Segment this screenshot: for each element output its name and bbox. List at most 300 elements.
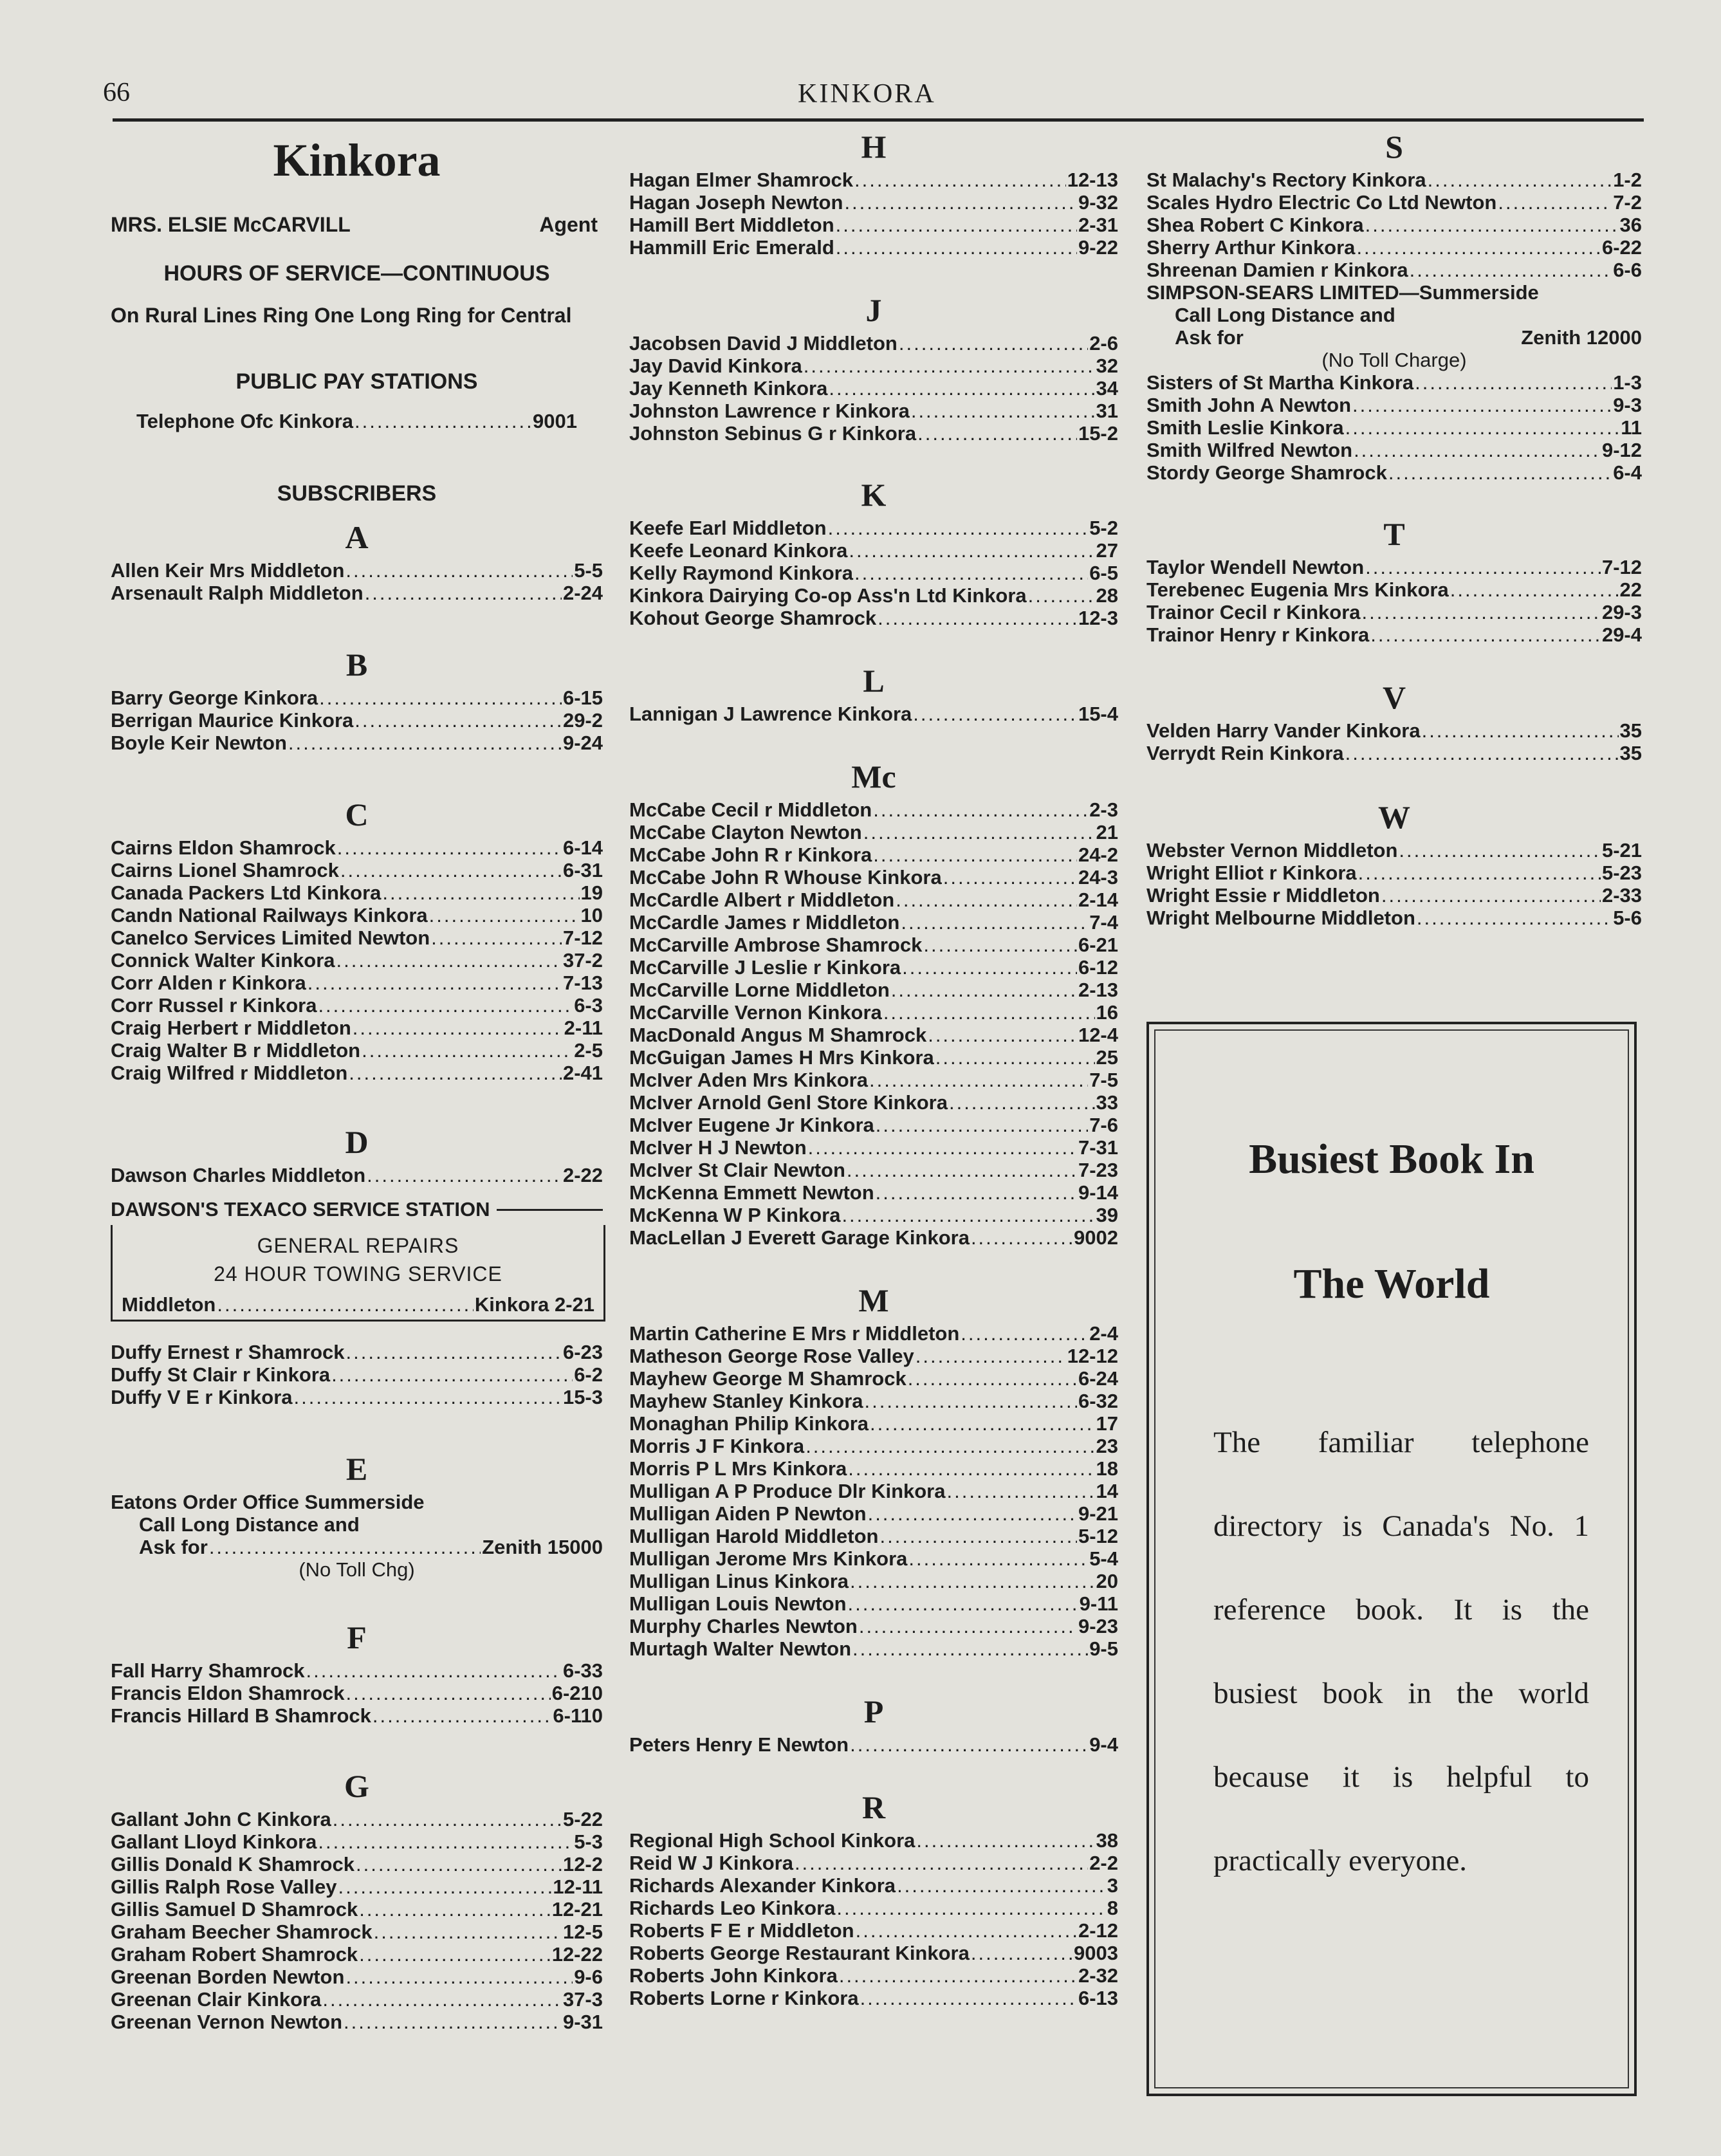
section-letter-v: V	[1382, 679, 1406, 715]
section-letter-m: M	[858, 1282, 889, 1318]
page-number: 66	[103, 78, 130, 107]
entry-name: McCarville Lorne Middleton	[629, 979, 890, 1001]
column-3	[1146, 129, 1642, 929]
section-l-list	[629, 703, 1118, 725]
entry-name: Mulligan Louis Newton	[629, 1592, 847, 1615]
directory-entry	[629, 400, 1118, 422]
directory-entry	[111, 972, 603, 994]
entry-phone: 12-13	[1067, 169, 1118, 191]
directory-entry	[1146, 556, 1642, 578]
entry-phone: 6-4	[1613, 461, 1642, 484]
entry-phone: 31	[1096, 400, 1118, 422]
entry-phone: 2-12	[1078, 1919, 1118, 1942]
eatons-name: Eatons Order Office Summerside	[111, 1491, 425, 1513]
entry-name: Roberts Lorne r Kinkora	[629, 1987, 859, 2009]
section-letter-t: T	[1383, 516, 1405, 552]
directory-entry	[1146, 861, 1642, 884]
entry-name: Regional High School Kinkora	[629, 1829, 916, 1852]
entry-phone: 9-32	[1078, 191, 1118, 214]
directory-entry	[111, 1341, 603, 1363]
entry-phone: 15-3	[562, 1386, 603, 1408]
directory-entry	[629, 1919, 1118, 1942]
directory-entry	[629, 1637, 1118, 1660]
entry-name: Craig Wilfred r Middleton	[111, 1062, 348, 1084]
entry-name: Jay Kenneth Kinkora	[629, 377, 828, 400]
directory-entry	[629, 1136, 1118, 1159]
entry-phone: 9-4	[1089, 1733, 1118, 1756]
dawson-line1: GENERAL REPAIRS	[257, 1234, 459, 1257]
directory-entry	[1146, 884, 1642, 907]
entry-phone: 5-6	[1613, 907, 1642, 929]
directory-entry	[629, 1345, 1118, 1367]
simpson-phone: Zenith 12000	[1521, 326, 1642, 349]
entry-name: Barry George Kinkora	[111, 686, 318, 709]
entry-phone: 9001	[533, 410, 577, 432]
directory-entry	[111, 1808, 603, 1830]
directory-entry	[629, 934, 1118, 956]
directory-entry	[629, 191, 1118, 214]
entry-name: Graham Beecher Shamrock	[111, 1921, 373, 1943]
entry-phone: 7-23	[1078, 1159, 1118, 1181]
entry-name: McIver St Clair Newton	[629, 1159, 845, 1181]
directory-entry	[629, 1204, 1118, 1226]
directory-entry	[629, 1412, 1118, 1435]
entry-phone: 2-24	[562, 582, 603, 604]
entry-phone: 12-21	[551, 1898, 603, 1921]
section-letter-d: D	[345, 1124, 369, 1160]
dawson-title-row	[111, 1198, 603, 1221]
entry-phone: 29-4	[1601, 623, 1642, 646]
busiest-book-advert	[1146, 1022, 1637, 2096]
entry-phone: 25	[1096, 1046, 1118, 1069]
agent-name: MRS. ELSIE McCARVILL	[111, 213, 351, 236]
entry-phone: 35	[1619, 742, 1642, 764]
entry-phone: 5-5	[574, 559, 603, 582]
entry-phone: 33	[1096, 1091, 1118, 1114]
entry-phone: 5-4	[1089, 1547, 1118, 1570]
entry-phone: 9003	[1074, 1942, 1118, 1964]
entry-phone: 29-3	[1601, 601, 1642, 623]
section-letter-p: P	[863, 1693, 884, 1729]
ring-note: On Rural Lines Ring One Long Ring for Central	[111, 304, 572, 327]
entry-phone: 37-3	[562, 1988, 603, 2011]
entry-phone: 17	[1096, 1412, 1118, 1435]
entry-name: St Malachy's Rectory Kinkora	[1146, 169, 1426, 191]
entry-phone: 38	[1096, 1829, 1118, 1852]
entry-name: Greenan Clair Kinkora	[111, 1988, 322, 2011]
section-v-list	[1146, 719, 1642, 764]
directory-entry	[111, 709, 603, 732]
entry-phone: 12-22	[551, 1943, 603, 1966]
directory-entry	[111, 1363, 603, 1386]
entry-name: Hammill Eric Emerald	[629, 236, 834, 259]
entry-name: Wright Melbourne Middleton	[1146, 907, 1415, 929]
entry-name: Cairns Eldon Shamrock	[111, 836, 336, 859]
entry-phone: 6-32	[1078, 1390, 1118, 1412]
directory-entry	[111, 1830, 603, 1853]
entry-phone: 12-11	[553, 1875, 603, 1898]
entry-name: McCabe Cecil r Middleton	[629, 798, 872, 821]
entry-name: Dawson Charles Middleton	[111, 1164, 366, 1186]
entry-name: Johnston Lawrence r Kinkora	[629, 400, 910, 422]
entry-name: Mulligan Linus Kinkora	[629, 1570, 849, 1592]
entry-name: Boyle Keir Newton	[111, 732, 287, 754]
entry-name: Wright Elliot r Kinkora	[1146, 861, 1357, 884]
directory-entry	[1146, 623, 1642, 646]
entry-phone: 6-2	[574, 1363, 603, 1386]
entry-name: Duffy V E r Kinkora	[111, 1386, 293, 1408]
entry-name: Jacobsen David J Middleton	[629, 332, 897, 355]
eatons-phone: Zenith 15000	[482, 1536, 603, 1558]
directory-entry	[111, 1164, 603, 1186]
directory-entry	[629, 332, 1118, 355]
directory-entry	[111, 582, 603, 604]
entry-name: Kelly Raymond Kinkora	[629, 562, 853, 584]
entry-name: Sherry Arthur Kinkora	[1146, 236, 1356, 259]
directory-entry	[629, 956, 1118, 979]
eatons-ask-row	[111, 1536, 603, 1558]
directory-entry	[111, 926, 603, 949]
entry-phone: 5-3	[574, 1830, 603, 1853]
section-letter-g: G	[344, 1768, 369, 1804]
section-letter-e: E	[345, 1451, 368, 1487]
entry-name: McCardle James r Middleton	[629, 911, 900, 934]
section-r-list	[629, 1829, 1118, 2009]
entry-phone: 12-5	[562, 1921, 603, 1943]
entry-phone: 9-22	[1078, 236, 1118, 259]
entry-phone: 15-4	[1078, 703, 1118, 725]
entry-phone: 32	[1096, 355, 1118, 377]
directory-entry	[1146, 719, 1642, 742]
section-letter-r: R	[861, 1789, 886, 1825]
directory-entry	[629, 1091, 1118, 1114]
entry-phone: 12-3	[1078, 607, 1118, 629]
entry-phone: 8	[1107, 1897, 1118, 1919]
entry-phone: 7-2	[1613, 191, 1642, 214]
entry-name: Roberts George Restaurant Kinkora	[629, 1942, 970, 1964]
directory-entry	[629, 1024, 1118, 1046]
section-letter-l: L	[863, 663, 885, 699]
entry-phone: 6-33	[562, 1659, 603, 1682]
entry-phone: 2-11	[564, 1017, 603, 1039]
directory-entry	[1146, 601, 1642, 623]
entry-phone: 9-21	[1078, 1502, 1118, 1525]
entry-name: Richards Alexander Kinkora	[629, 1874, 896, 1897]
entry-name: Cairns Lionel Shamrock	[111, 859, 339, 881]
entry-phone: 1-3	[1613, 371, 1642, 394]
entry-phone: 24-3	[1078, 866, 1118, 889]
entry-name: Mayhew George M Shamrock	[629, 1367, 907, 1390]
entry-name: Smith Wilfred Newton	[1146, 439, 1353, 461]
entry-phone: 1-2	[1613, 169, 1642, 191]
entry-phone: 7-5	[1089, 1069, 1118, 1091]
section-f-list	[111, 1659, 603, 1727]
directory-entry	[629, 422, 1118, 445]
entry-name: Mulligan Harold Middleton	[629, 1525, 879, 1547]
entry-name: Berrigan Maurice Kinkora	[111, 709, 354, 732]
entry-phone: 2-32	[1078, 1964, 1118, 1987]
entry-name: Keefe Earl Middleton	[629, 517, 827, 539]
entry-name: Martin Catherine E Mrs r Middleton	[629, 1322, 960, 1345]
directory-entry	[111, 1062, 603, 1084]
entry-name: Keefe Leonard Kinkora	[629, 539, 848, 562]
entry-name: Lannigan J Lawrence Kinkora	[629, 703, 912, 725]
entry-name: Roberts F E r Middleton	[629, 1919, 854, 1942]
entry-name: Fall Harry Shamrock	[111, 1659, 305, 1682]
eatons-note: (No Toll Chg)	[299, 1558, 415, 1581]
entry-name: Jay David Kinkora	[629, 355, 802, 377]
section-s-list-continued	[1146, 371, 1642, 484]
directory-entry	[111, 1039, 603, 1062]
entry-name: McGuigan James H Mrs Kinkora	[629, 1046, 934, 1069]
directory-entry	[111, 1659, 603, 1682]
directory-entry	[111, 881, 603, 904]
directory-entry	[111, 1682, 603, 1704]
entry-name: Terebenec Eugenia Mrs Kinkora	[1146, 578, 1449, 601]
directory-entry	[111, 1017, 603, 1039]
subscribers-heading: SUBSCRIBERS	[277, 481, 437, 506]
entry-name: Monaghan Philip Kinkora	[629, 1412, 869, 1435]
entry-phone: 7-12	[1601, 556, 1642, 578]
section-letter-h: H	[861, 129, 887, 165]
entry-name: Arsenault Ralph Middleton	[111, 582, 364, 604]
hours-of-service: HOURS OF SERVICE—CONTINUOUS	[163, 261, 550, 286]
entry-name: MacDonald Angus M Shamrock	[629, 1024, 927, 1046]
entry-phone: 6-22	[1601, 236, 1642, 259]
entry-phone: 6-110	[553, 1704, 603, 1727]
entry-phone: 21	[1096, 821, 1118, 843]
simpson-note: (No Toll Charge)	[1321, 349, 1467, 371]
entry-name: Mulligan A P Produce Dlr Kinkora	[629, 1480, 946, 1502]
directory-entry	[629, 377, 1118, 400]
section-letter-mc: Mc	[851, 759, 896, 795]
section-letter-k: K	[861, 477, 887, 513]
directory-entry	[1146, 191, 1642, 214]
section-letter-w: W	[1378, 799, 1410, 835]
entry-phone: 22	[1619, 578, 1642, 601]
entry-name: Gillis Ralph Rose Valley	[111, 1875, 337, 1898]
directory-entry	[111, 949, 603, 972]
entry-phone: 6-210	[551, 1682, 603, 1704]
entry-phone: 12-12	[1067, 1345, 1118, 1367]
directory-entry	[1146, 439, 1642, 461]
directory-entry	[629, 1046, 1118, 1069]
section-b-list	[111, 686, 603, 754]
section-letter-b: B	[345, 647, 368, 683]
directory-entry	[629, 236, 1118, 259]
directory-entry	[111, 1386, 603, 1408]
entry-name: Scales Hydro Electric Co Ltd Newton	[1146, 191, 1497, 214]
advert-headline-2: The World	[1293, 1260, 1490, 1307]
directory-entry	[629, 169, 1118, 191]
directory-entry	[629, 1367, 1118, 1390]
entry-phone: 9-14	[1078, 1181, 1118, 1204]
directory-entry	[1146, 371, 1642, 394]
entry-name: Reid W J Kinkora	[629, 1852, 793, 1874]
running-head: KINKORA	[798, 79, 936, 109]
directory-entry	[111, 859, 603, 881]
directory-entry	[629, 1181, 1118, 1204]
section-p-list	[629, 1733, 1118, 1756]
entry-name: Trainor Henry r Kinkora	[1146, 623, 1370, 646]
section-w-list	[1146, 839, 1642, 929]
entry-phone: 10	[580, 904, 603, 926]
directory-entry	[629, 979, 1118, 1001]
entry-name: Hagan Joseph Newton	[629, 191, 843, 214]
directory-entry	[111, 1853, 603, 1875]
entry-phone: 9-31	[562, 2011, 603, 2033]
section-letter-a: A	[345, 519, 369, 555]
entry-phone: 7-31	[1078, 1136, 1118, 1159]
agent-label: Agent	[539, 213, 598, 236]
entry-phone: 2-3	[1089, 798, 1118, 821]
simpson-ask-for: Ask for	[1175, 326, 1244, 349]
entry-name: Murphy Charles Newton	[629, 1615, 858, 1637]
entry-name: Roberts John Kinkora	[629, 1964, 838, 1987]
entry-name: McCabe John R r Kinkora	[629, 843, 872, 866]
section-d-list-continued	[111, 1341, 603, 1408]
entry-name: Gallant Lloyd Kinkora	[111, 1830, 317, 1853]
section-s-list	[1146, 169, 1642, 281]
entry-name: Gillis Donald K Shamrock	[111, 1853, 354, 1875]
eatons-line2: Call Long Distance and	[139, 1513, 360, 1536]
entry-phone: 2-13	[1078, 979, 1118, 1001]
entry-phone: 6-21	[1078, 934, 1118, 956]
pay-stations-heading: PUBLIC PAY STATIONS	[235, 369, 478, 394]
directory-entry	[629, 1570, 1118, 1592]
entry-name: Trainor Cecil r Kinkora	[1146, 601, 1361, 623]
entry-phone: 18	[1096, 1457, 1118, 1480]
directory-entry	[629, 1733, 1118, 1756]
entry-name: Duffy Ernest r Shamrock	[111, 1341, 345, 1363]
entry-phone: 2-41	[562, 1062, 603, 1084]
entry-name: Mulligan Aiden P Newton	[629, 1502, 867, 1525]
directory-entry	[111, 1966, 603, 1988]
entry-name: Hamill Bert Middleton	[629, 214, 834, 236]
entry-name: Morris P L Mrs Kinkora	[629, 1457, 847, 1480]
entry-name: Murtagh Walter Newton	[629, 1637, 852, 1660]
entry-name: Webster Vernon Middleton	[1146, 839, 1398, 861]
dawson-phone-row	[122, 1293, 594, 1316]
directory-entry	[629, 866, 1118, 889]
directory-entry	[111, 1704, 603, 1727]
section-h-list	[629, 169, 1118, 259]
entry-phone: 12-4	[1078, 1024, 1118, 1046]
entry-name: McCabe John R Whouse Kinkora	[629, 866, 942, 889]
entry-phone: 16	[1096, 1001, 1118, 1024]
entry-name: Kohout George Shamrock	[629, 607, 877, 629]
entry-phone: 2-22	[562, 1164, 603, 1186]
directory-entry	[629, 1987, 1118, 2009]
directory-entry	[629, 821, 1118, 843]
agent-row	[111, 213, 603, 237]
entry-name: Corr Russel r Kinkora	[111, 994, 317, 1017]
eatons-ask-for: Ask for	[139, 1536, 208, 1558]
entry-phone: 27	[1096, 539, 1118, 562]
entry-name: McIver Aden Mrs Kinkora	[629, 1069, 868, 1091]
entry-phone: 6-14	[562, 836, 603, 859]
entry-name: Greenan Borden Newton	[111, 1966, 345, 1988]
directory-entry	[629, 1001, 1118, 1024]
entry-phone: 7-4	[1089, 911, 1118, 934]
directory-entry	[111, 559, 603, 582]
advert-headline-1: Busiest Book In	[1249, 1136, 1534, 1183]
entry-name: Smith John A Newton	[1146, 394, 1352, 416]
entry-phone: 14	[1096, 1480, 1118, 1502]
directory-entry	[629, 1480, 1118, 1502]
entry-name: Graham Robert Shamrock	[111, 1943, 358, 1966]
entry-phone: 9-24	[562, 732, 603, 754]
entry-phone: 2-2	[1089, 1852, 1118, 1874]
entry-phone: 2-5	[574, 1039, 603, 1062]
section-letter-f: F	[347, 1619, 367, 1655]
directory-entry	[629, 911, 1118, 934]
entry-phone: 2-31	[1078, 214, 1118, 236]
entry-phone: 11	[1621, 416, 1642, 439]
directory-entry	[629, 562, 1118, 584]
entry-phone: 9-23	[1078, 1615, 1118, 1637]
entry-phone: 5-21	[1601, 839, 1642, 861]
entry-name: Allen Keir Mrs Middleton	[111, 559, 345, 582]
advert-body: The familiar telephone directory is Canada's No. 1 reference book. It is the busiest book in the world because it is helpful to practically everyone.	[1213, 1426, 1589, 1877]
dawson-location: Middleton	[122, 1293, 216, 1316]
section-d-list	[111, 1164, 603, 1186]
simpson-name: SIMPSON-SEARS LIMITED	[1146, 281, 1399, 304]
directory-entry	[629, 1897, 1118, 1919]
entry-phone: 5-22	[562, 1808, 603, 1830]
entry-name: Verrydt Rein Kinkora	[1146, 742, 1344, 764]
directory-entry	[629, 517, 1118, 539]
directory-entry	[629, 1592, 1118, 1615]
entry-name: McIver Eugene Jr Kinkora	[629, 1114, 874, 1136]
entry-phone: 7-6	[1089, 1114, 1118, 1136]
entry-phone: 6-31	[562, 859, 603, 881]
directory-entry	[629, 1435, 1118, 1457]
entry-name: Candn National Railways Kinkora	[111, 904, 428, 926]
simpson-line2: Call Long Distance and	[1175, 304, 1395, 326]
header-rule	[113, 118, 1644, 122]
section-c-list	[111, 836, 603, 1084]
simpson-ask-row	[1146, 326, 1642, 349]
entry-phone: 7-12	[562, 926, 603, 949]
entry-phone: 2-4	[1089, 1322, 1118, 1345]
directory-entry	[629, 1829, 1118, 1852]
section-letter-c: C	[345, 797, 369, 833]
entry-name: Francis Hillard B Shamrock	[111, 1704, 371, 1727]
entry-phone: 12-2	[562, 1853, 603, 1875]
directory-entry	[1146, 394, 1642, 416]
directory-entry	[111, 1921, 603, 1943]
directory-entry	[629, 1874, 1118, 1897]
entry-name: Greenan Vernon Newton	[111, 2011, 343, 2033]
directory-entry	[111, 1943, 603, 1966]
entry-name: McCardle Albert r Middleton	[629, 889, 895, 911]
entry-name: Sisters of St Martha Kinkora	[1146, 371, 1414, 394]
directory-entry	[111, 2011, 603, 2033]
dawson-title: DAWSON'S TEXACO SERVICE STATION	[111, 1198, 490, 1221]
section-g-list	[111, 1808, 603, 2033]
entry-phone: 37-2	[562, 949, 603, 972]
directory-entry	[629, 1964, 1118, 1987]
section-mc-list	[629, 798, 1118, 1249]
directory-entry	[629, 703, 1118, 725]
directory-entry	[629, 1322, 1118, 1345]
directory-entry	[111, 1988, 603, 2011]
directory-entry	[629, 798, 1118, 821]
entry-name: Canada Packers Ltd Kinkora	[111, 881, 382, 904]
directory-entry	[629, 1615, 1118, 1637]
entry-phone: 6-24	[1078, 1367, 1118, 1390]
